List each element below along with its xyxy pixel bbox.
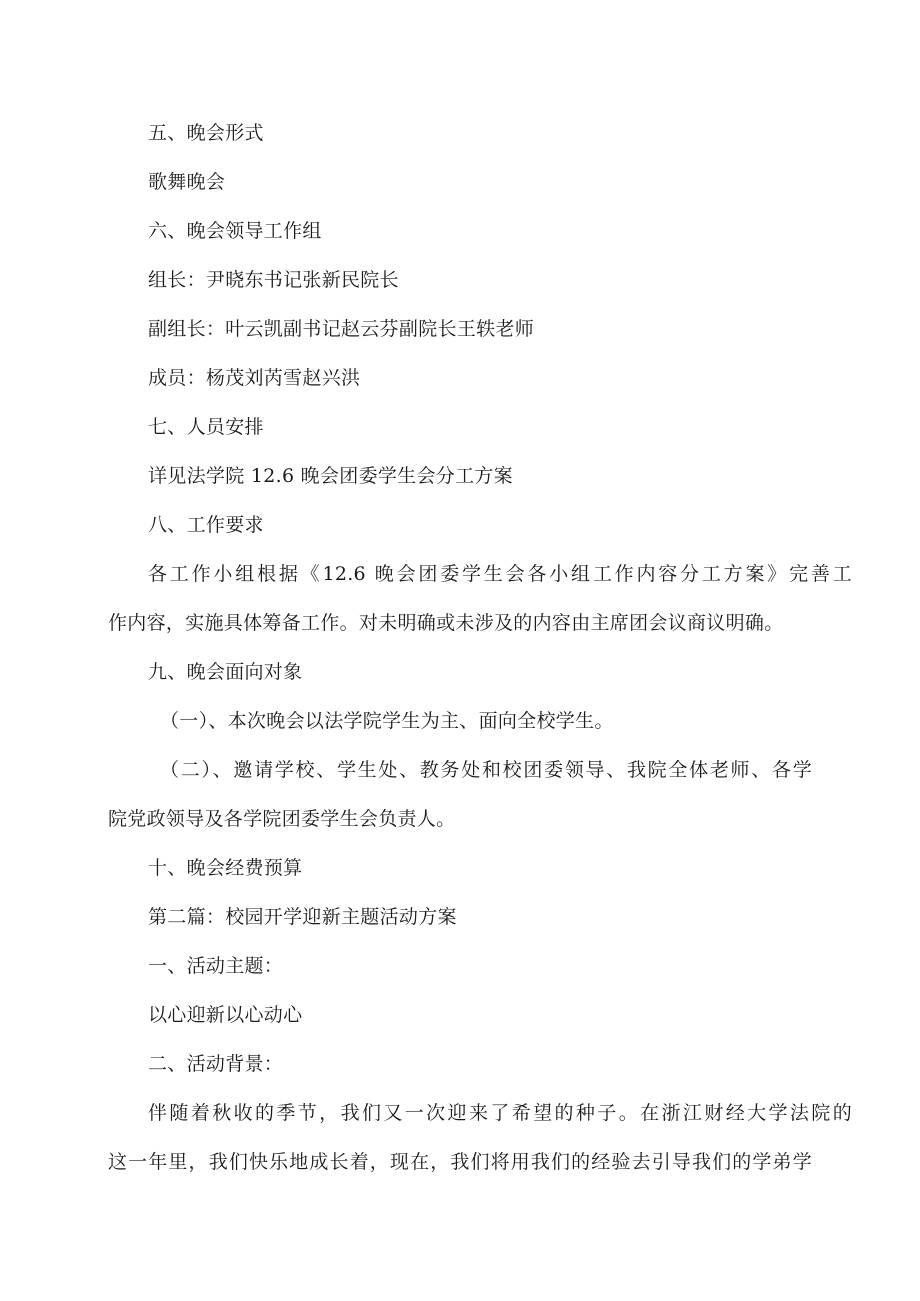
section-heading-9: 九、晚会面向对象 [148,661,303,683]
paragraph-line: （一）、本次晚会以法学院学生为主、面向全校学生。 [160,710,614,732]
paragraph-line: 各工作小组根据《12.6 晚会团委学生会各小组工作内容分工方案》完善工 [148,563,852,585]
article-title: 第二篇：校园开学迎新主题活动方案 [148,906,457,928]
paragraph-line: 院党政领导及各学院团委学生会负责人。 [108,808,456,830]
paragraph-line: （二）、邀请学校、学生处、教务处和校团委领导、我院全体老师、各学 [160,759,812,781]
section-heading-7: 七、人员安排 [148,416,264,438]
paragraph-line: 副组长：叶云凯副书记赵云芬副院长王轶老师 [148,318,535,340]
paragraph-line: 详见法学院 12.6 晚会团委学生会分工方案 [148,465,513,487]
section-heading-10: 十、晚会经费预算 [148,857,303,879]
section-heading-2: 二、活动背景： [148,1053,284,1075]
paragraph-line: 以心迎新以心动心 [148,1004,303,1026]
section-heading-1: 一、活动主题： [148,955,284,977]
paragraph-line: 歌舞晚会 [148,171,226,193]
paragraph-line: 作内容，实施具体筹备工作。对未明确或未涉及的内容由主席团会议商议明确。 [108,612,784,634]
section-heading-5: 五、晚会形式 [148,122,264,144]
section-heading-8: 八、工作要求 [148,514,264,536]
paragraph-line: 伴随着秋收的季节，我们又一次迎来了希望的种子。在浙江财经大学法院的 [148,1102,852,1124]
paragraph-line: 组长：尹晓东书记张新民院长 [148,269,399,291]
paragraph-line: 这一年里，我们快乐地成长着，现在，我们将用我们的经验去引导我们的学弟学 [108,1151,812,1173]
paragraph-line: 成员：杨茂刘芮雪赵兴洪 [148,367,361,389]
section-heading-6: 六、晚会领导工作组 [148,220,322,242]
